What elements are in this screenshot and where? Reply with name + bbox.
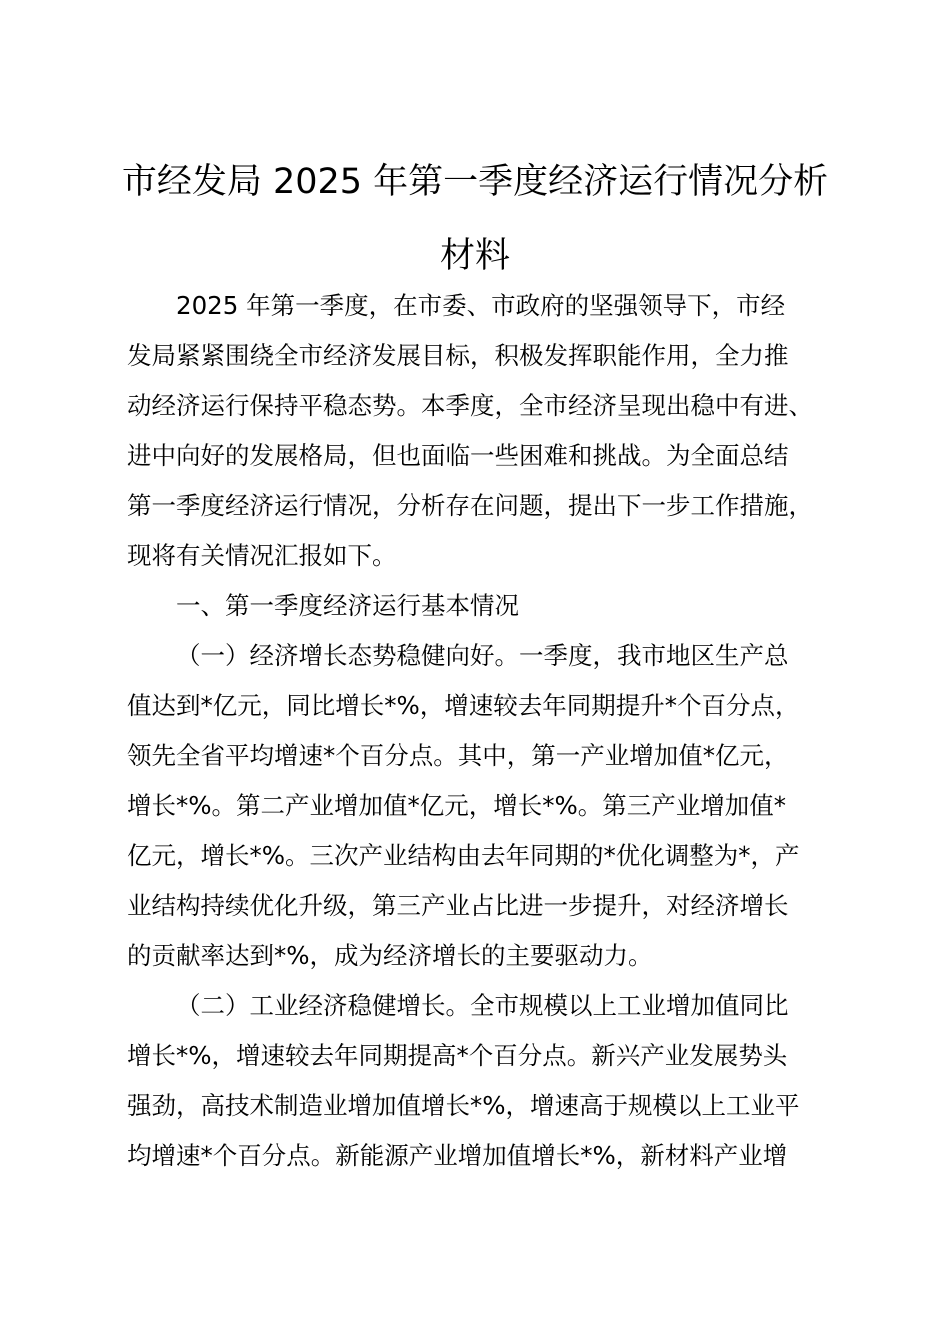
section2-line-1: （二）工业经济稳健增长。全市规模以上工业增加值同比 — [176, 991, 789, 1020]
section2-line-3: 强劲，高技术制造业增加值增长*%，增速高于规模以上工业平 — [127, 1091, 800, 1120]
section1-line-1: （一）经济增长态势稳健向好。一季度，我市地区生产总 — [176, 641, 789, 670]
intro-line-4: 进中向好的发展格局，但也面临一些困难和挑战。为全面总结 — [127, 441, 789, 470]
section-heading-1: 一、第一季度经济运行基本情况 — [176, 591, 519, 620]
section1-line-6: 业结构持续优化升级，第三产业占比进一步提升，对经济增长 — [127, 891, 789, 920]
section1-line-5: 亿元，增长*%。三次产业结构由去年同期的*优化调整为*，产 — [127, 841, 800, 870]
intro-line-2: 发局紧紧围绕全市经济发展目标，积极发挥职能作用，全力推 — [127, 341, 789, 370]
section1-line-4: 增长*%。第二产业增加值*亿元，增长*%。第三产业增加值* — [127, 791, 787, 820]
section1-line-2: 值达到*亿元，同比增长*%，增速较去年同期提升*个百分点， — [127, 691, 800, 720]
intro-line-6: 现将有关情况汇报如下。 — [127, 541, 397, 570]
section2-line-4: 均增速*个百分点。新能源产业增加值增长*%，新材料产业增 — [127, 1141, 788, 1170]
intro-line-3: 动经济运行保持平稳态势。本季度，全市经济呈现出稳中有进、 — [127, 391, 813, 420]
intro-line-1: 2025 年第一季度，在市委、市政府的坚强领导下，市经 — [176, 291, 786, 320]
document-title-line-1: 市经发局 2025 年第一季度经济运行情况分析 — [121, 162, 829, 202]
document-title-line-2: 材料 — [439, 236, 510, 276]
section1-line-7: 的贡献率达到*%，成为经济增长的主要驱动力。 — [127, 941, 653, 970]
intro-line-5: 第一季度经济运行情况，分析存在问题，提出下一步工作措施， — [127, 491, 813, 520]
section1-line-3: 领先全省平均增速*个百分点。其中，第一产业增加值*亿元， — [127, 741, 789, 770]
section2-line-2: 增长*%，增速较去年同期提高*个百分点。新兴产业发展势头 — [127, 1041, 788, 1070]
